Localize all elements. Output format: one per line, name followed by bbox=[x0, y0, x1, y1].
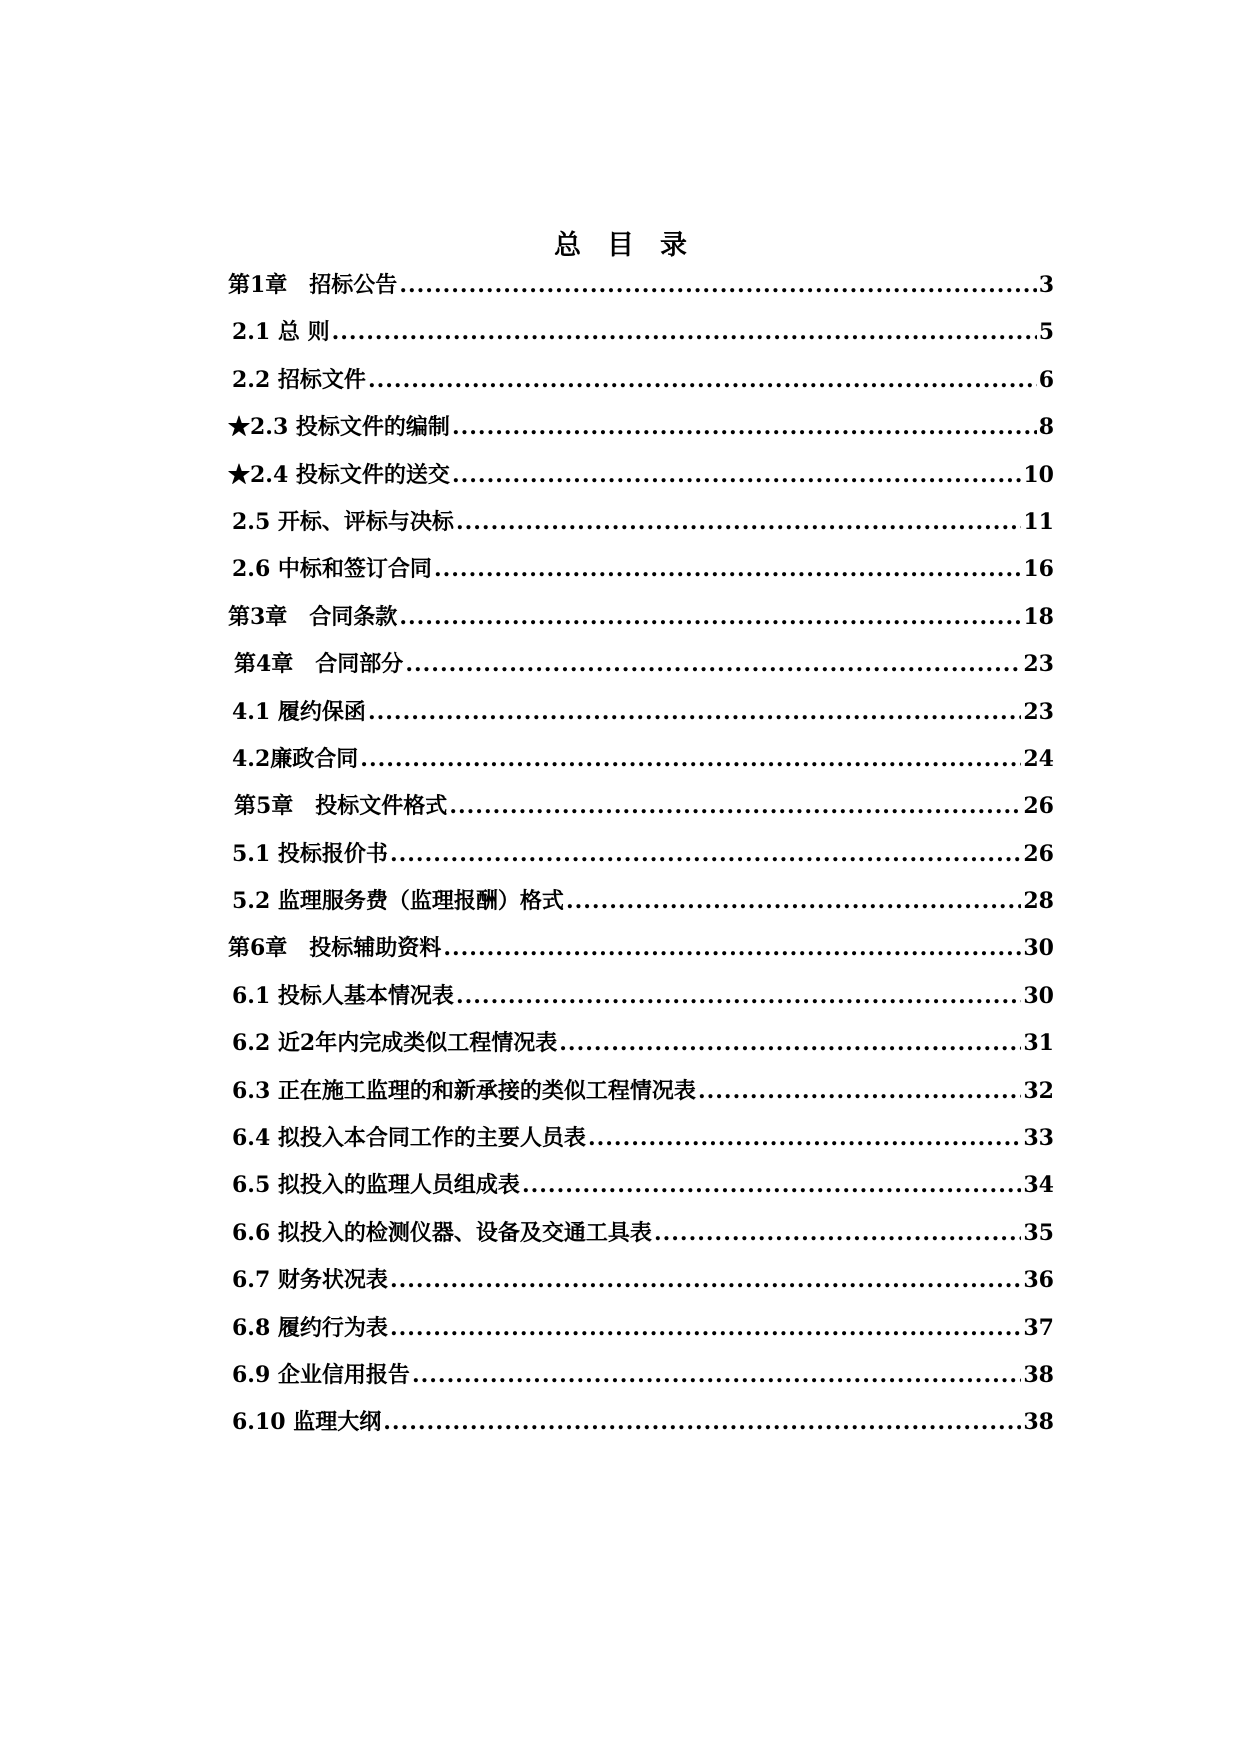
dot-leader bbox=[588, 1123, 1021, 1153]
toc-entry-label: 5.1 投标报价书 bbox=[232, 840, 388, 867]
dot-leader bbox=[566, 886, 1021, 916]
toc-entry[interactable] bbox=[228, 460, 1054, 507]
toc-entry[interactable] bbox=[228, 1407, 1054, 1454]
toc-entry[interactable] bbox=[228, 507, 1054, 554]
toc-entry[interactable] bbox=[228, 744, 1054, 791]
toc-entry-page-number: 38 bbox=[1023, 1409, 1054, 1436]
toc-entry-label: 第1章 招标公告 bbox=[228, 272, 398, 298]
toc-list bbox=[228, 270, 1054, 1455]
toc-entry-page-number: 11 bbox=[1023, 508, 1054, 535]
toc-entry-page-number: 34 bbox=[1023, 1172, 1054, 1199]
toc-title: 总目录 bbox=[554, 230, 713, 261]
toc-entry-page-number: 23 bbox=[1023, 651, 1054, 678]
toc-entry-label: 6.8 履约行为表 bbox=[232, 1314, 388, 1341]
toc-entry[interactable] bbox=[228, 1123, 1054, 1170]
toc-entry[interactable] bbox=[228, 649, 1054, 696]
toc-entry-page-number: 5 bbox=[1038, 319, 1054, 346]
toc-entry-page-number: 18 bbox=[1023, 603, 1054, 630]
toc-entry[interactable] bbox=[228, 554, 1054, 601]
toc-entry-page-number: 28 bbox=[1023, 888, 1054, 915]
toc-entry-page-number: 6 bbox=[1038, 366, 1054, 393]
dot-leader bbox=[412, 1360, 1021, 1390]
toc-entry[interactable] bbox=[228, 886, 1054, 933]
dot-leader bbox=[559, 1028, 1021, 1058]
toc-entry-page-number: 33 bbox=[1023, 1125, 1054, 1152]
toc-entry-page-number: 26 bbox=[1023, 793, 1054, 820]
toc-entry-label: 6.9 企业信用报告 bbox=[232, 1361, 410, 1388]
dot-leader bbox=[390, 839, 1021, 869]
toc-entry-page-number: 35 bbox=[1023, 1219, 1054, 1246]
dot-leader bbox=[368, 365, 1037, 395]
toc-entry-label: 6.1 投标人基本情况表 bbox=[232, 982, 454, 1009]
dot-leader bbox=[360, 744, 1021, 774]
dot-leader bbox=[390, 1313, 1021, 1343]
toc-entry-page-number: 37 bbox=[1023, 1314, 1054, 1341]
toc-entry[interactable] bbox=[228, 365, 1054, 412]
toc-entry-page-number: 24 bbox=[1023, 745, 1054, 772]
toc-entry-page-number: 8 bbox=[1038, 414, 1054, 441]
toc-entry-page-number: 10 bbox=[1023, 461, 1054, 488]
toc-entry-label: 4.2廉政合同 bbox=[232, 745, 359, 772]
toc-entry[interactable] bbox=[228, 1360, 1054, 1407]
toc-entry-label: 6.7 财务状况表 bbox=[232, 1267, 388, 1294]
toc-entry-label: 6.5 拟投入的监理人员组成表 bbox=[232, 1172, 520, 1199]
toc-entry-label: 6.6 拟投入的检测仪器、设备及交通工具表 bbox=[232, 1219, 652, 1246]
toc-entry-page-number: 3 bbox=[1038, 272, 1054, 298]
dot-leader bbox=[399, 602, 1021, 632]
toc-entry-label: 4.1 履约保函 bbox=[232, 698, 366, 725]
toc-entry[interactable] bbox=[228, 270, 1054, 317]
dot-leader bbox=[368, 697, 1021, 727]
toc-entry[interactable] bbox=[228, 933, 1054, 980]
toc-entry-label: 第4章 合同部分 bbox=[234, 651, 404, 678]
dot-leader bbox=[332, 317, 1037, 347]
toc-entry-page-number: 38 bbox=[1023, 1361, 1054, 1388]
toc-entry-label: 6.2 近2年内完成类似工程情况表 bbox=[232, 1030, 558, 1057]
toc-entry-page-number: 16 bbox=[1023, 556, 1054, 583]
dot-leader bbox=[452, 460, 1021, 490]
toc-entry[interactable] bbox=[228, 697, 1054, 744]
toc-entry-page-number: 26 bbox=[1023, 840, 1054, 867]
dot-leader bbox=[443, 933, 1021, 963]
dot-leader bbox=[522, 1170, 1021, 1200]
toc-entry[interactable] bbox=[228, 1076, 1054, 1123]
toc-entry-label: 6.4 拟投入本合同工作的主要人员表 bbox=[232, 1125, 586, 1152]
toc-entry-label: 第3章 合同条款 bbox=[228, 603, 398, 630]
toc-entry[interactable] bbox=[228, 791, 1054, 838]
toc-entry[interactable] bbox=[228, 839, 1054, 886]
toc-entry-page-number: 30 bbox=[1023, 935, 1054, 962]
toc-entry-page-number: 31 bbox=[1023, 1030, 1054, 1057]
toc-entry-label: 5.2 监理服务费（监理报酬）格式 bbox=[232, 888, 564, 915]
dot-leader bbox=[390, 1265, 1021, 1295]
toc-entry-page-number: 36 bbox=[1023, 1267, 1054, 1294]
toc-entry[interactable] bbox=[228, 981, 1054, 1028]
toc-entry-page-number: 23 bbox=[1023, 698, 1054, 725]
toc-entry[interactable] bbox=[228, 1028, 1054, 1075]
dot-leader bbox=[449, 791, 1021, 821]
toc-entry[interactable] bbox=[228, 412, 1054, 459]
dot-leader bbox=[654, 1218, 1021, 1248]
toc-entry-label: 第5章 投标文件格式 bbox=[234, 793, 448, 820]
toc-entry-label: ★2.4 投标文件的送交 bbox=[228, 461, 450, 488]
toc-entry-label: ★2.3 投标文件的编制 bbox=[228, 414, 450, 441]
toc-entry-label: 6.3 正在施工监理的和新承接的类似工程情况表 bbox=[232, 1077, 696, 1104]
toc-entry-label: 2.6 中标和签订合同 bbox=[232, 556, 432, 583]
toc-entry[interactable] bbox=[228, 1265, 1054, 1312]
toc-entry-label: 6.10 监理大纲 bbox=[232, 1409, 382, 1436]
toc-entry[interactable] bbox=[228, 1218, 1054, 1265]
toc-entry-page-number: 30 bbox=[1023, 982, 1054, 1009]
dot-leader bbox=[405, 649, 1021, 679]
dot-leader bbox=[383, 1407, 1021, 1437]
dot-leader bbox=[456, 507, 1021, 537]
toc-entry[interactable] bbox=[228, 1313, 1054, 1360]
toc-entry-label: 2.1 总 则 bbox=[232, 319, 330, 346]
toc-entry[interactable] bbox=[228, 1170, 1054, 1217]
dot-leader bbox=[399, 270, 1036, 300]
toc-entry[interactable] bbox=[228, 317, 1054, 364]
dot-leader bbox=[698, 1076, 1021, 1106]
toc-entry-label: 第6章 投标辅助资料 bbox=[228, 935, 442, 962]
toc-entry[interactable] bbox=[228, 602, 1054, 649]
dot-leader bbox=[456, 981, 1021, 1011]
toc-entry-label: 2.5 开标、评标与决标 bbox=[232, 508, 454, 535]
dot-leader bbox=[434, 554, 1021, 584]
toc-entry-label: 2.2 招标文件 bbox=[232, 366, 366, 393]
toc-entry-page-number: 32 bbox=[1023, 1077, 1054, 1104]
dot-leader bbox=[452, 412, 1037, 442]
